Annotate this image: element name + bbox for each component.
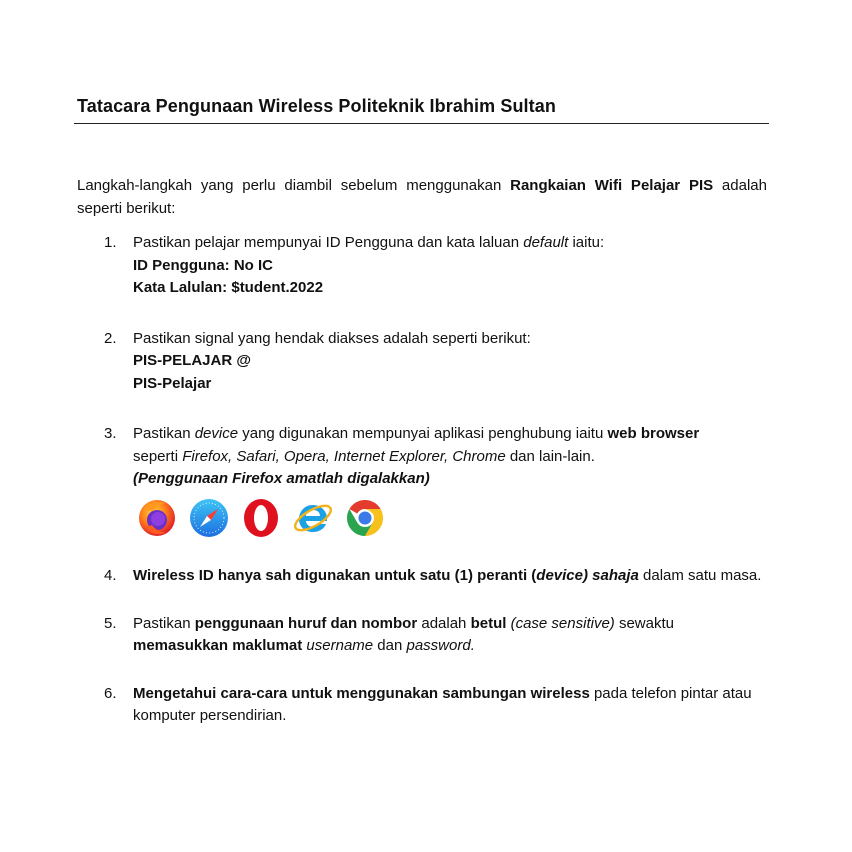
step-text-italic: default xyxy=(523,234,569,251)
password-line: Kata Lalulan: $tudent.2022 xyxy=(133,279,324,296)
step-text xyxy=(133,683,769,728)
step-number: 4. xyxy=(104,566,117,584)
step-text xyxy=(133,563,769,588)
step-number: 1. xyxy=(104,234,117,251)
intro-network-name: Rangkaian Wifi Pelajar PIS xyxy=(510,177,714,194)
step-text-line-2 xyxy=(133,446,769,469)
opera-icon xyxy=(237,495,285,541)
user-id-line: ID Pengguna: No IC xyxy=(133,256,273,274)
intro-text: Langkah-langkah yang perlu diambil sebelum menggunakan xyxy=(77,177,511,194)
step-text-part: sewaktu xyxy=(614,614,674,632)
step-item-6 xyxy=(77,683,769,728)
page-title: Tatacara Pengunaan Wireless Politeknik Ibrahim Sultan xyxy=(77,96,556,116)
ssid-line-1: PIS-PELAJAR @ xyxy=(133,352,251,369)
step-text-part: iaitu: xyxy=(568,234,605,251)
step-number: 2. xyxy=(104,329,117,347)
browser-icons xyxy=(133,495,769,541)
browser-list: Firefox, Safari, Opera, Internet Explorer, Chrome xyxy=(182,447,506,465)
steps-list xyxy=(77,232,769,728)
step-text-part: Pastikan xyxy=(133,614,195,632)
step-text-bold: Wireless ID hanya sah digunakan untuk satu (1) peranti ( xyxy=(133,566,537,584)
step-text-italic: username xyxy=(302,637,374,654)
step-number: 3. xyxy=(104,425,117,442)
chrome-icon xyxy=(341,495,389,541)
title-divider xyxy=(74,123,769,124)
step-item-1 xyxy=(77,232,769,300)
step-text-bold: penggunaan huruf dan nombor xyxy=(194,614,418,632)
step-number: 5. xyxy=(104,614,117,632)
step-text-part: Pastikan xyxy=(133,425,195,442)
step-text xyxy=(133,613,769,658)
step-text-part: adalah xyxy=(417,614,471,632)
step-text-part: dalam satu masa. xyxy=(638,566,762,584)
step-number: 6. xyxy=(104,684,117,702)
step-text-bold: web browser xyxy=(607,425,700,442)
internet-explorer-icon xyxy=(289,495,337,541)
step-text-part: seperti xyxy=(133,447,183,465)
firefox-note: (Penggunaan Firefox amatlah digalakkan) xyxy=(133,470,430,487)
step-item-3 xyxy=(77,423,769,541)
step-text xyxy=(133,423,769,446)
ssid-line-2: PIS-Pelajar xyxy=(133,374,212,392)
step-text-bold: betul xyxy=(470,614,507,632)
firefox-icon xyxy=(133,495,181,541)
step-text-italic: device xyxy=(194,425,239,442)
step-text-part: dan xyxy=(373,637,407,654)
step-text-italic: password. xyxy=(406,637,475,654)
intro-text-end: adalah seperti berikut: xyxy=(77,177,767,217)
step-text: Pastikan signal yang hendak diakses adalah seperti berikut: xyxy=(133,329,531,347)
step-text-bold-italic: device) sahaja xyxy=(536,566,639,584)
step-text-bold: memasukkan maklumat xyxy=(133,637,303,654)
step-text-part: Pastikan pelajar mempunyai ID Pengguna dan kata laluan xyxy=(133,234,524,251)
step-text-part: pada telefon pintar atau komputer persendirian. xyxy=(133,684,752,724)
step-item-5 xyxy=(77,613,769,658)
step-text-part: yang digunakan mempunyai aplikasi penghubung iaitu xyxy=(238,425,608,442)
safari-icon xyxy=(185,495,233,541)
step-text-part: dan lain-lain. xyxy=(505,447,595,465)
step-text-bold: Mengetahui cara-cara untuk menggunakan sambungan wireless xyxy=(133,684,590,702)
intro-paragraph xyxy=(77,174,767,220)
step-item-2 xyxy=(77,328,769,396)
step-text xyxy=(133,232,769,255)
step-text-italic: (case sensitive) xyxy=(506,614,615,632)
step-item-4 xyxy=(77,563,769,588)
